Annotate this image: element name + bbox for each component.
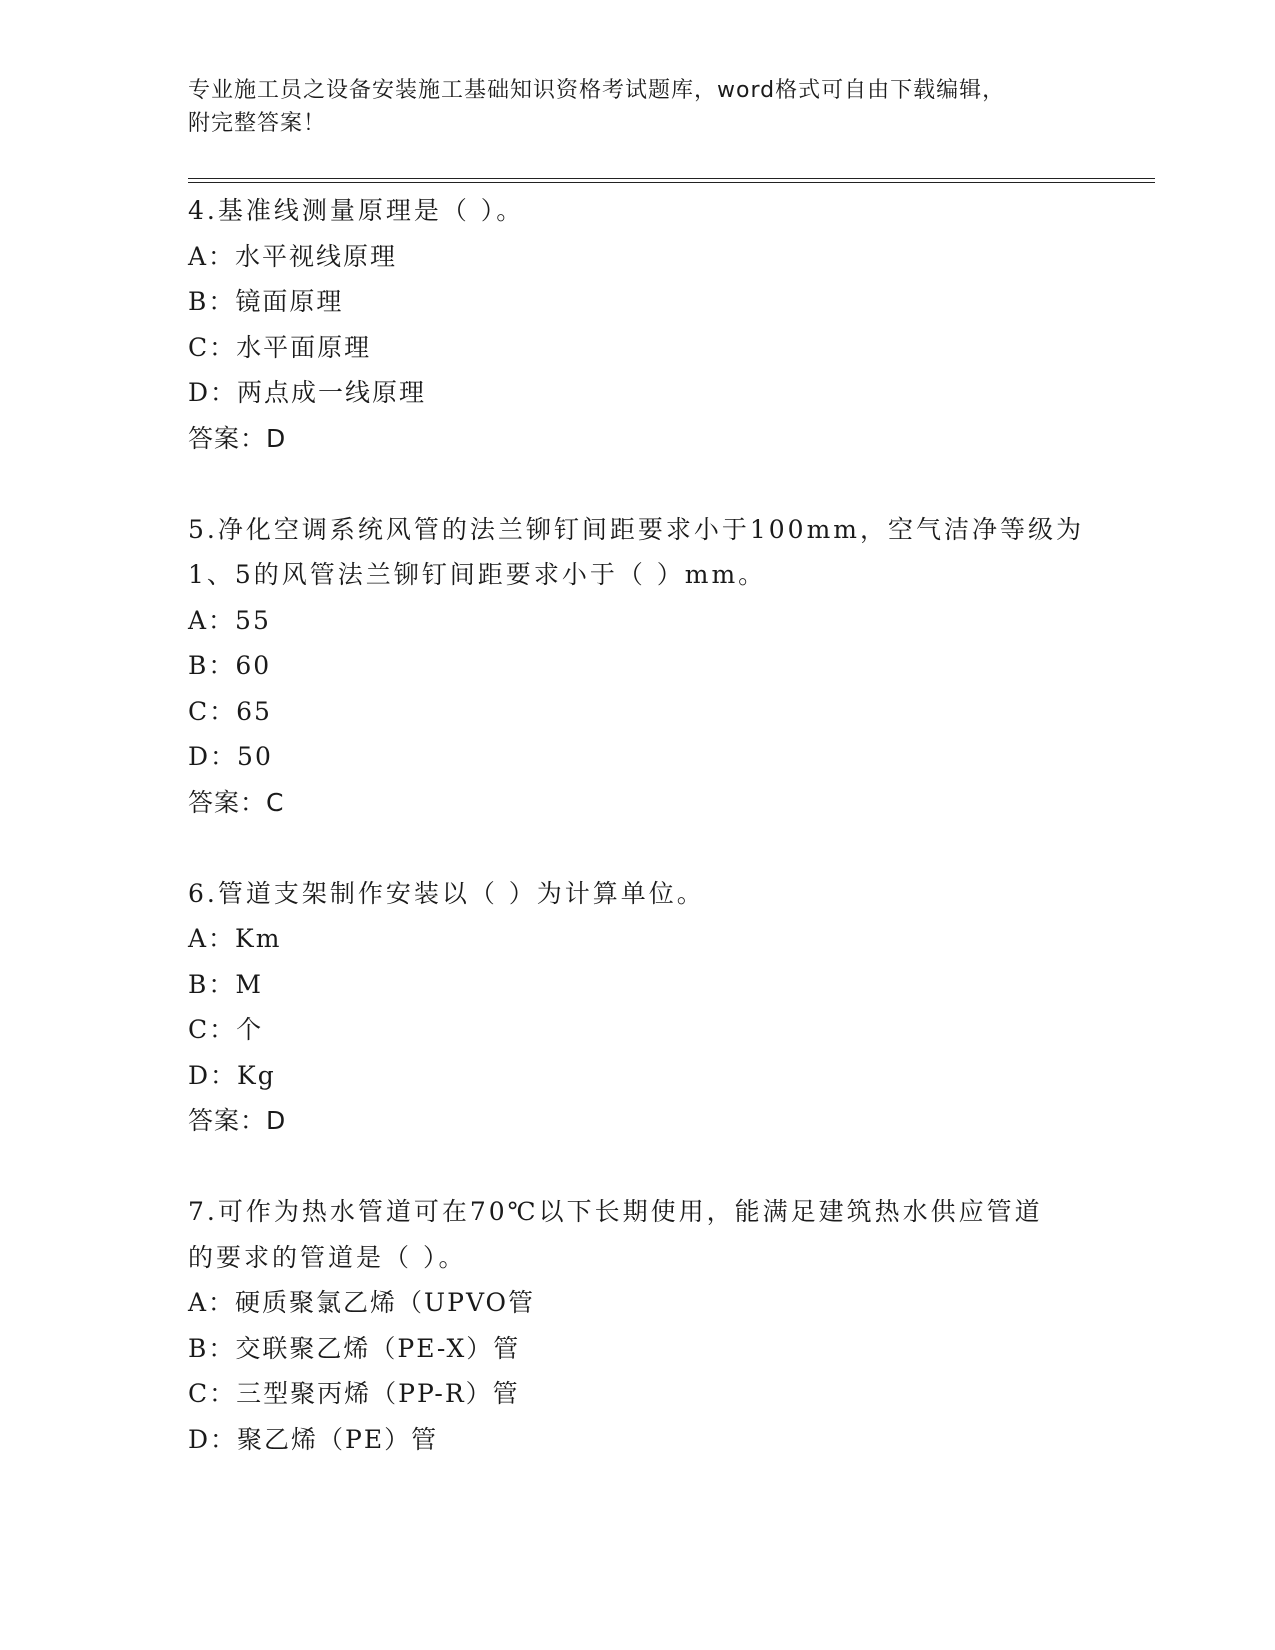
option-d: D：两点成一线原理 [188, 378, 427, 407]
question-text-line: 1、5的风管法兰铆钉间距要求小于（ ）mm。 [188, 560, 767, 589]
question-text-line: 的要求的管道是（ ）。 [188, 1242, 467, 1272]
option-a: A：水平视线原理 [188, 241, 398, 271]
question-text [188, 1189, 1088, 1280]
option-b: B：M [188, 969, 263, 999]
question-text [188, 507, 1088, 598]
answer: 答案：C [188, 787, 285, 817]
option-d: D：聚乙烯（PE）管 [188, 1424, 439, 1454]
question-5 [188, 507, 1088, 826]
header-line-2: 附完整答案！ [188, 111, 327, 136]
option-a: A：Km [188, 924, 282, 953]
option-c: C：个 [188, 1015, 264, 1044]
option-c: C：水平面原理 [188, 332, 372, 362]
answer: 答案：D [188, 423, 287, 453]
question-text [188, 188, 1088, 234]
option-a: A：55 [188, 605, 271, 635]
option-b: B：镜面原理 [188, 287, 344, 316]
question-text-line: 5.净化空调系统风管的法兰铆钉间距要求小于100mm，空气洁净等级为 [188, 514, 1084, 544]
spacer [188, 1144, 1088, 1190]
question-text-line: 4.基准线测量原理是（ ）。 [188, 196, 525, 225]
option-d: D：50 [188, 742, 273, 771]
question-list [188, 188, 1088, 1462]
answer: 答案：D [188, 1106, 287, 1135]
option-d: D：Kg [188, 1060, 276, 1090]
option-b: B：交联聚乙烯（PE-X）管 [188, 1333, 521, 1363]
option-c: C：65 [188, 696, 272, 726]
header-line-1: 专业施工员之设备安装施工基础知识资格考试题库，word格式可自由下载编辑， [188, 78, 1006, 103]
spacer [188, 461, 1088, 507]
option-c: C：三型聚丙烯（PP-R）管 [188, 1379, 520, 1408]
question-text-line: 7.可作为热水管道可在70℃以下长期使用，能满足建筑热水供应管道 [188, 1197, 1043, 1226]
option-a: A：硬质聚氯乙烯（UPVO管 [188, 1288, 536, 1317]
question-4 [188, 188, 1088, 461]
option-b: B：60 [188, 651, 272, 680]
question-7 [188, 1189, 1088, 1462]
question-text-line: 6.管道支架制作安装以（ ）为计算单位。 [188, 878, 705, 908]
question-text [188, 871, 1088, 917]
document-header [188, 74, 1088, 140]
header-divider [188, 178, 1155, 183]
spacer [188, 825, 1088, 871]
question-6 [188, 871, 1088, 1144]
